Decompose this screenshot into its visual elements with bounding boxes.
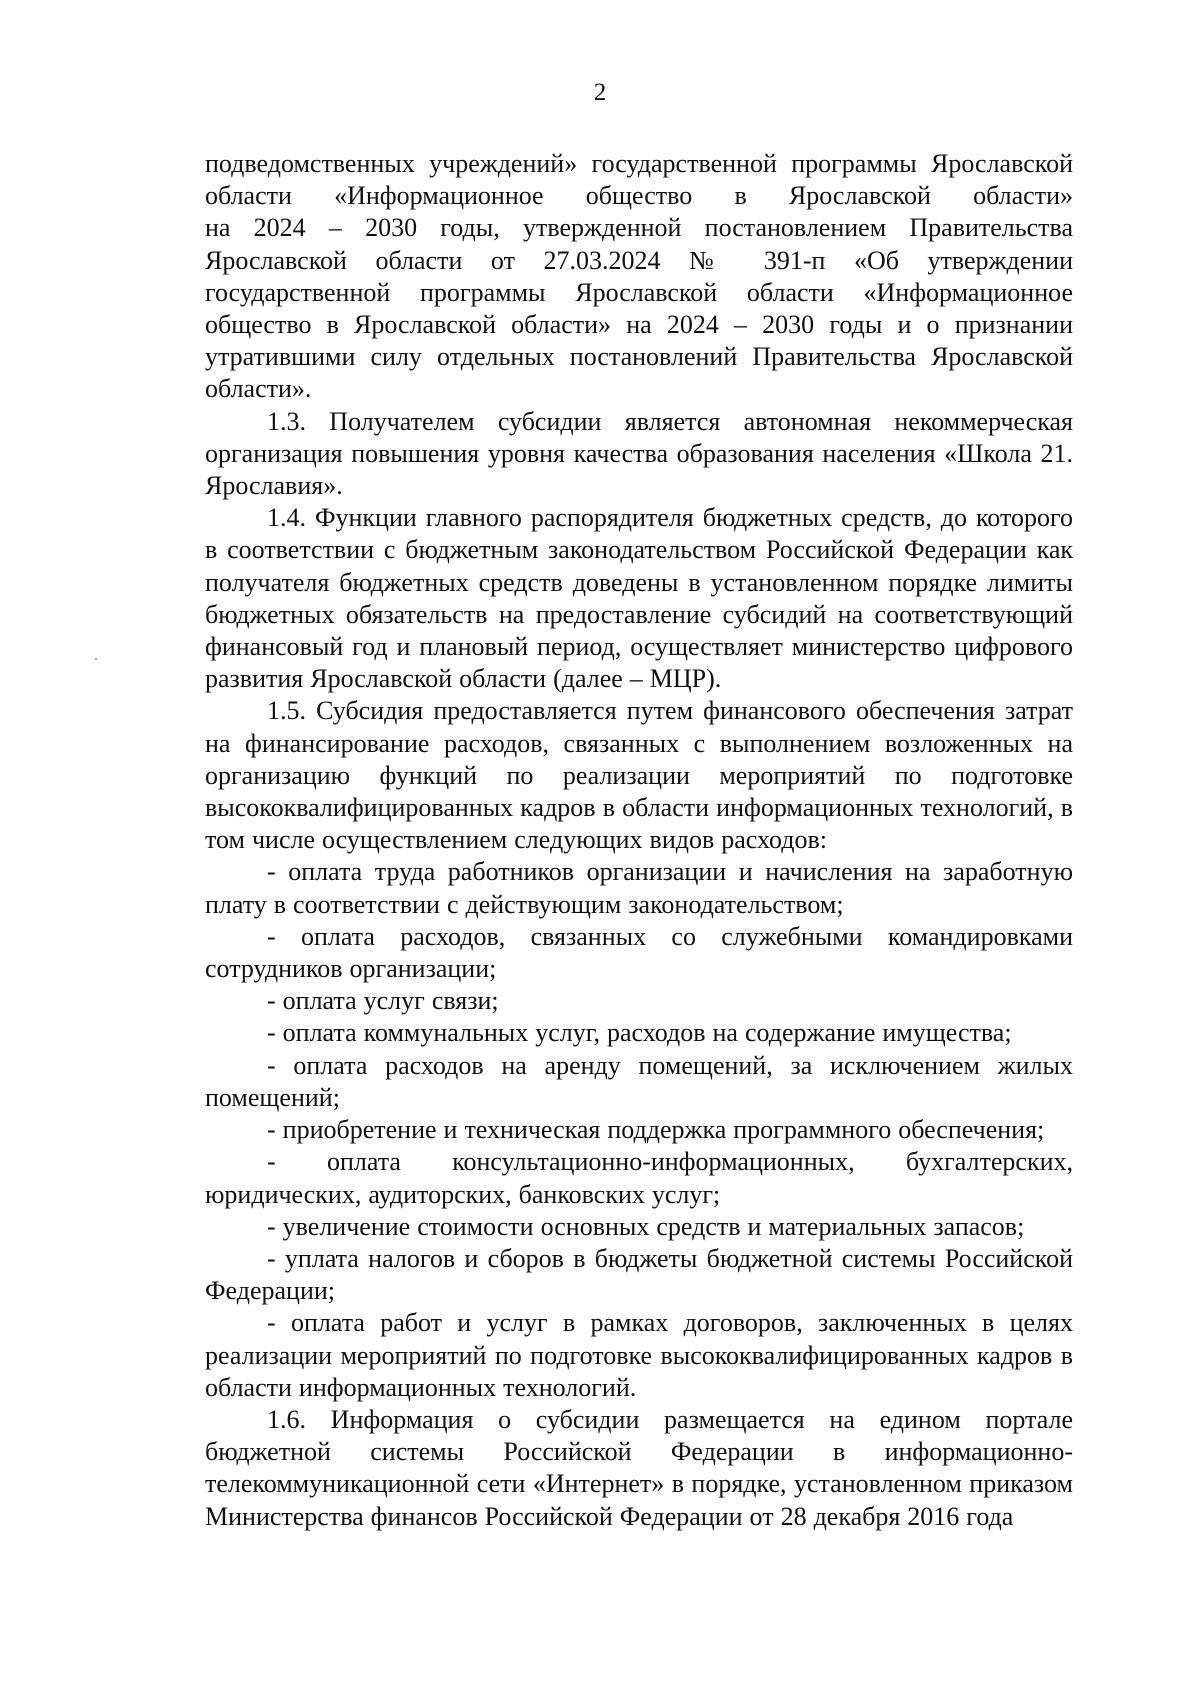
intro-line: Ярославской области от 27.03.2024 № 391-п «Об утверждении	[205, 245, 1073, 275]
intro-paragraph	[205, 148, 1073, 406]
expense-item: - оплата расходов на аренду помещений, за исключением жилых помещений;	[205, 1050, 1073, 1112]
intro-line: на 2024 – 2030 годы, утвержденной постановлением Правительства	[205, 213, 1073, 243]
document-body	[205, 148, 1073, 1533]
expense-item: - приобретение и техническая поддержка программного обеспечения;	[267, 1115, 1045, 1145]
paragraph-1-3: 1.3. Получателем субсидии является автономная некоммерческая организация повышения уровня качества образования населения «Школа 21. Ярославия».	[205, 406, 1073, 501]
intro-line: области «Информационное общество в Ярославской области»	[205, 181, 1073, 211]
intro-line: государственной программы Ярославской области «Информационное	[205, 277, 1073, 307]
scan-speck	[95, 658, 97, 660]
expense-item: - оплата расходов, связанных со служебными командировками сотрудников организации;	[205, 921, 1073, 984]
expense-item: - оплата коммунальных услуг, расходов на содержание имущества;	[267, 1018, 1012, 1048]
expense-item: - оплата услуг связи;	[267, 986, 499, 1016]
expense-item: - оплата консультационно-информационных, бухгалтерских, юридических, аудиторских, банковских услуг;	[205, 1147, 1073, 1209]
page-number: 2	[593, 79, 607, 106]
intro-line: утратившими силу отдельных постановлений Правительства Ярославской	[205, 342, 1073, 372]
intro-line: области».	[205, 374, 312, 404]
paragraph-1-6: 1.6. Информация о субсидии размещается на едином портале бюджетной системы Российской Федерации в информационно-телекоммуникационной сети «Интернет» в порядке, установленном приказом Министерства финансов Российской Федерации от 28 декабря 2016 года	[205, 1404, 1073, 1531]
paragraph-1-4: 1.4. Функции главного распорядителя бюджетных средств, до которого в соответствии с бюджетным законодательством Российской Федерации как получателя бюджетных средств доведены в установленном порядке лимиты бюджетных обязательств на предоставление субсидий на соответствующий финансовый год и плановый период, осуществляет министерство цифрового развития Ярославской области (далее – МЦР).	[205, 503, 1073, 694]
expense-item: - увеличение стоимости основных средств и материальных запасов;	[267, 1211, 1025, 1241]
expense-item: - оплата труда работников организации и начисления на заработную плату в соответствии с действующим законодательством;	[205, 857, 1073, 919]
intro-line: подведомственных учреждений» государственной программы Ярославской	[205, 149, 1073, 178]
paragraph-1-5: 1.5. Субсидия предоставляется путем финансового обеспечения затрат на финансирование расходов, связанных с выполнением возложенных на организацию функций по реализации мероприятий по подготовке высококвалифицированных кадров в области информационных технологий, в том числе осуществлением следующих видов расходов:	[205, 696, 1073, 855]
expense-item: - оплата работ и услуг в рамках договоров, заключенных в целях реализации мероприятий по подготовке высококвалифицированных кадров в области информационных технологий.	[205, 1308, 1073, 1402]
intro-line: общество в Ярославской области» на 2024 – 2030 годы и о признании	[205, 310, 1073, 340]
expense-item: - уплата налогов и сборов в бюджеты бюджетной системы Российской Федерации;	[205, 1243, 1073, 1306]
